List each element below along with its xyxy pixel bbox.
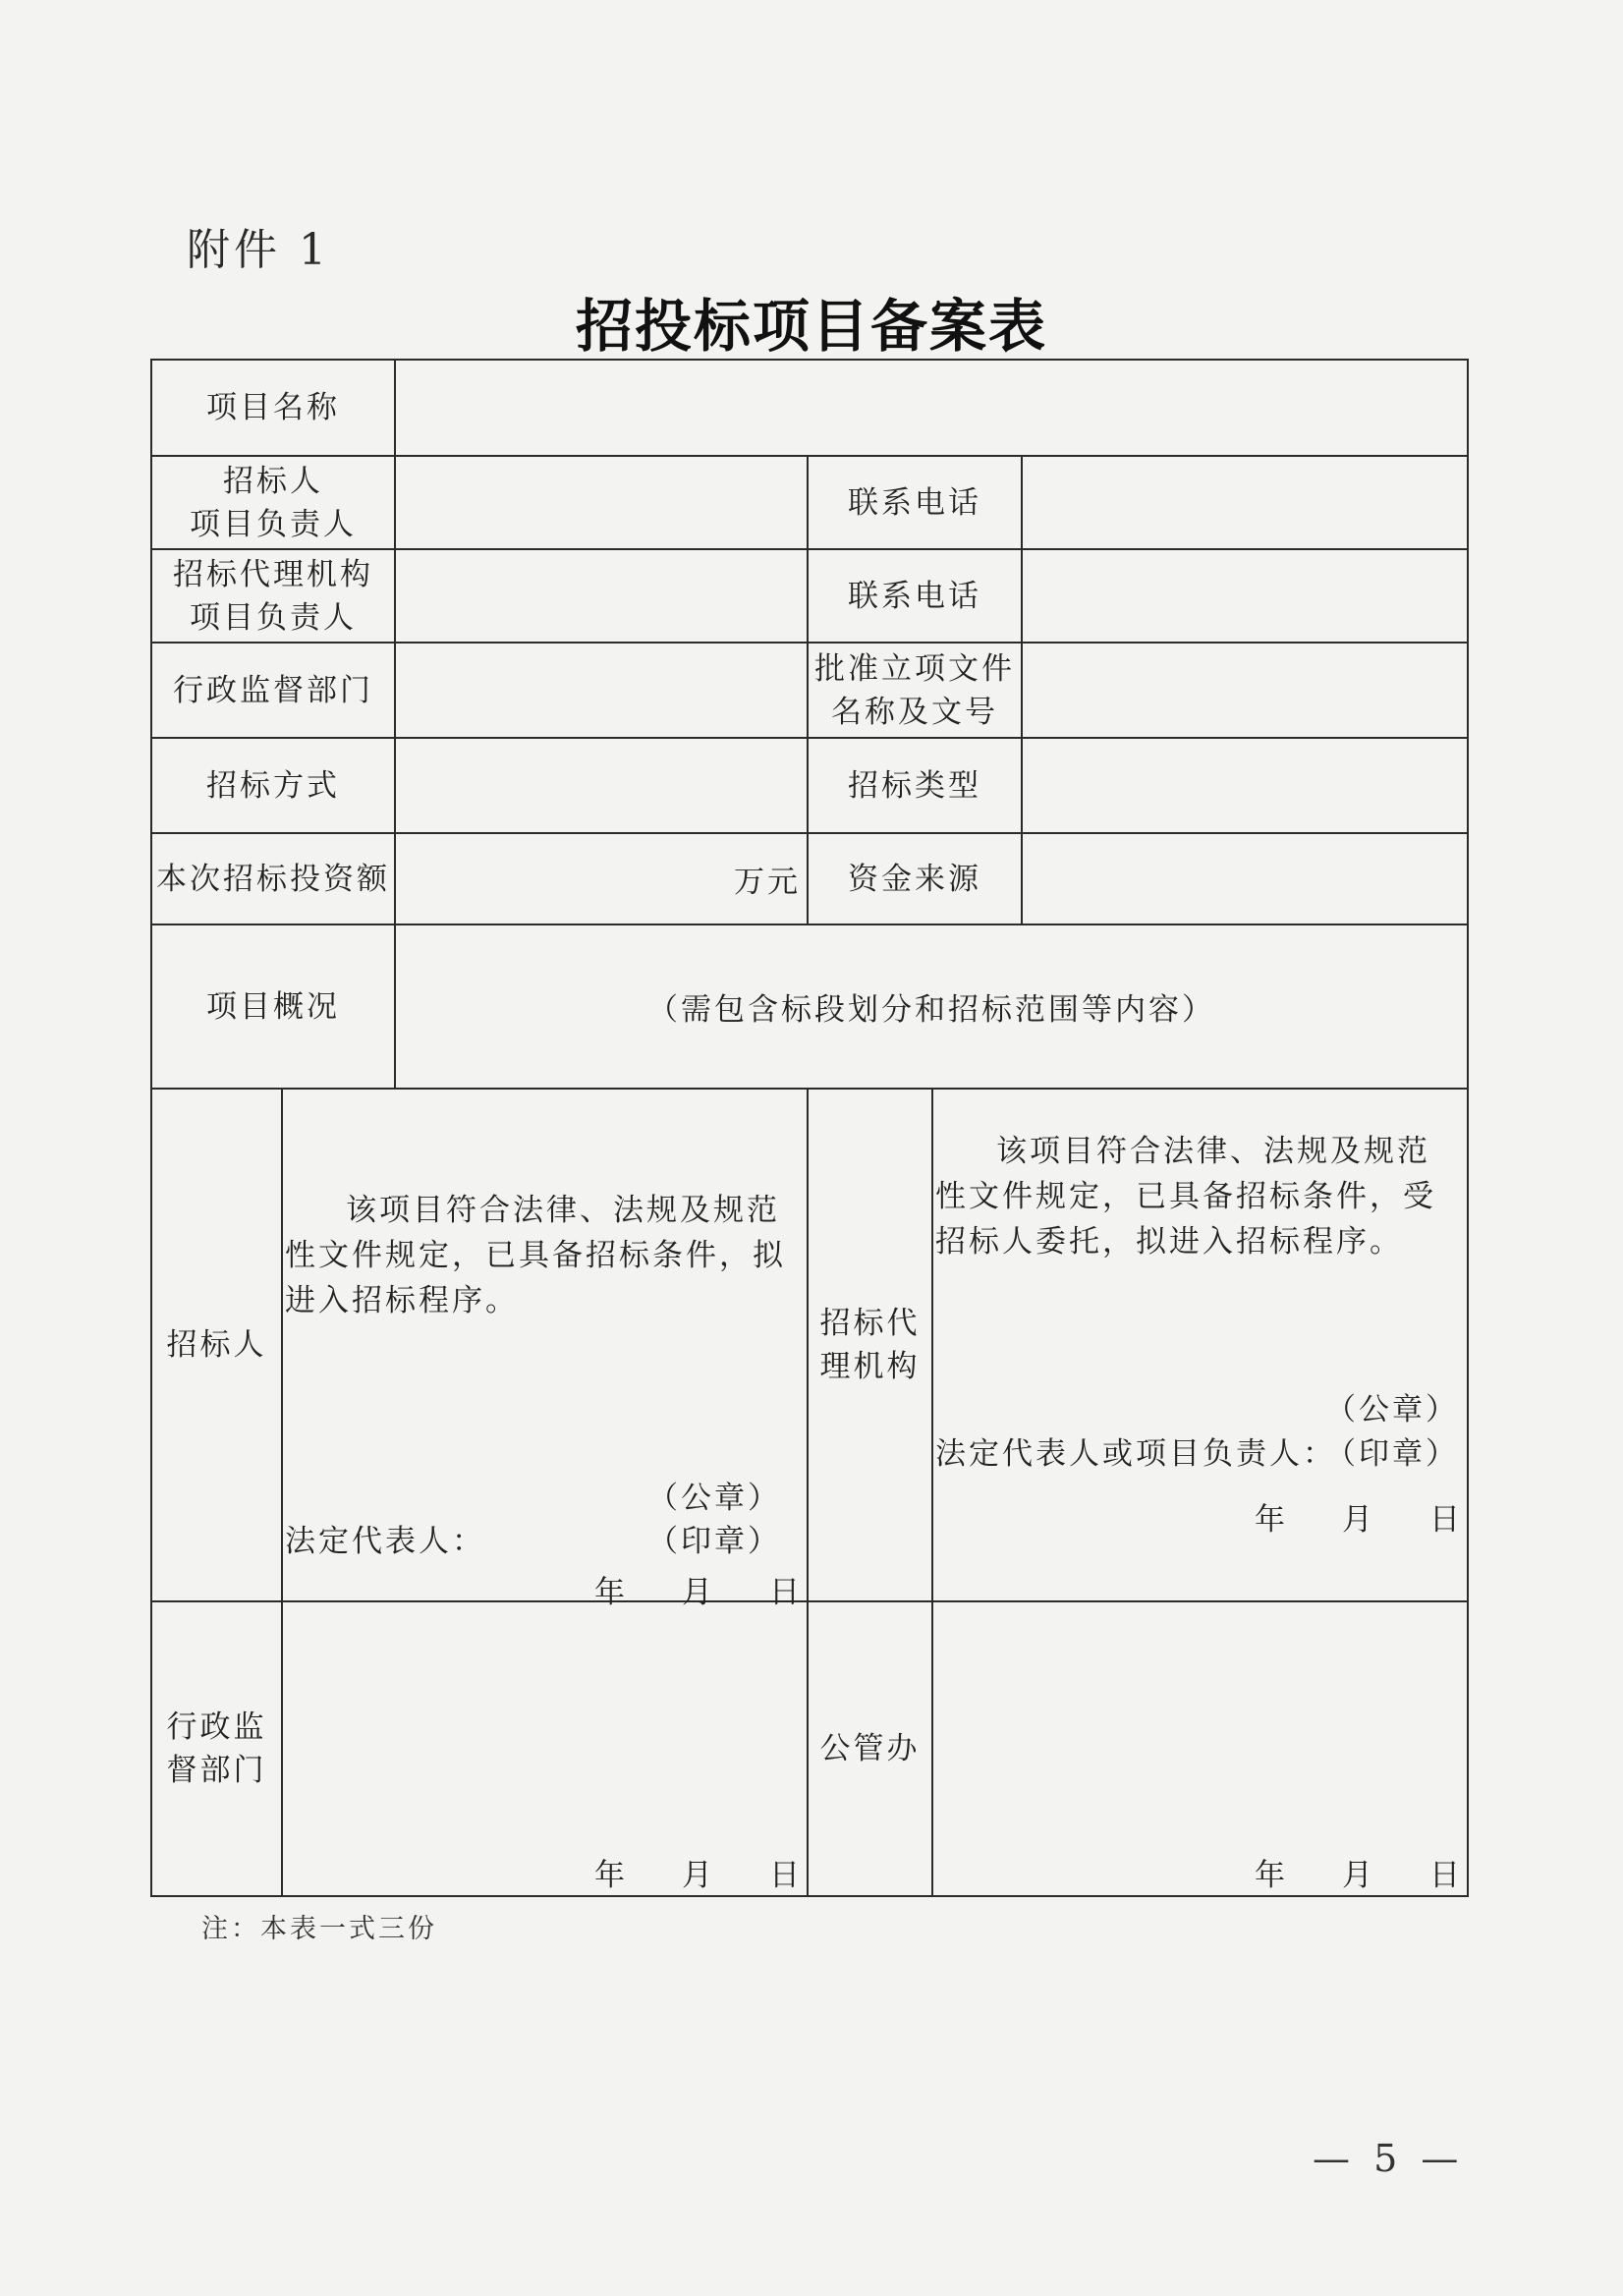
approval-doc-label: 批准立项文件 名称及文号 — [808, 643, 1022, 738]
fund-source-label: 资金来源 — [808, 833, 1022, 924]
attachment-label: 附件 1 — [187, 225, 330, 275]
agency-rep-label: 法定代表人或项目负责人： — [935, 1436, 1336, 1472]
tenderer-head-label: 招标人 项目负责人 — [151, 456, 395, 549]
supervision-sign-area[interactable] — [282, 1601, 808, 1896]
fund-source-field[interactable] — [1022, 833, 1468, 924]
overview-hint: （需包含标段划分和招标范围等内容） — [647, 992, 1215, 1028]
agency-seal: （公章） — [1325, 1392, 1459, 1428]
agency-sign-area[interactable] — [932, 1089, 1468, 1601]
filing-form-table — [150, 359, 1469, 1897]
overview-field[interactable] — [395, 924, 1468, 1089]
office-label: 公管办 — [808, 1601, 932, 1896]
investment-field[interactable] — [395, 833, 808, 924]
agency-statement: 该项目符合法律、法规及规范性文件规定，已具备招标条件，受招标人委托，拟进入招标程序。 — [935, 1134, 1436, 1260]
unit-label: 万元 — [734, 865, 801, 900]
tenderer-phone-field[interactable] — [1022, 456, 1468, 549]
tenderer-head-field[interactable] — [395, 456, 808, 549]
page-number: — 5 — — [1313, 2137, 1465, 2180]
tenderer-sign-area[interactable] — [282, 1089, 808, 1610]
office-date: 年 月 日 — [1255, 1858, 1463, 1893]
supervision-sign-label: 行政监 督部门 — [151, 1601, 282, 1896]
overview-label: 项目概况 — [151, 924, 395, 1089]
supervision-date: 年 月 日 — [594, 1858, 803, 1893]
form-title: 招投标项目备案表 — [575, 293, 1047, 360]
agency-stamp: （印章） — [1325, 1436, 1459, 1472]
agency-phone-field[interactable] — [1022, 549, 1468, 643]
type-field[interactable] — [1022, 738, 1468, 833]
agency-head-label: 招标代理机构 项目负责人 — [151, 549, 395, 643]
method-field[interactable] — [395, 738, 808, 833]
tenderer-date: 年 月 日 — [594, 1575, 803, 1610]
phone-label: 联系电话 — [808, 456, 1022, 549]
approval-doc-field[interactable] — [1022, 643, 1468, 738]
tenderer-rep-label: 法定代表人： — [285, 1524, 485, 1559]
project-name-field[interactable] — [395, 360, 1468, 456]
tenderer-seal: （公章） — [647, 1481, 781, 1516]
method-label: 招标方式 — [151, 738, 395, 833]
tenderer-statement: 该项目符合法律、法规及规范性文件规定，已具备招标条件，拟进入招标程序。 — [285, 1193, 786, 1318]
type-label: 招标类型 — [808, 738, 1022, 833]
project-name-label: 项目名称 — [151, 360, 395, 456]
phone-label-2: 联系电话 — [808, 549, 1022, 643]
agency-sign-label: 招标代 理机构 — [808, 1089, 932, 1601]
tenderer-sign-label: 招标人 — [151, 1089, 282, 1601]
footnote: 注：本表一式三份 — [201, 1914, 437, 1944]
agency-head-field[interactable] — [395, 549, 808, 643]
agency-date: 年 月 日 — [1255, 1502, 1463, 1538]
supervision-dept-field[interactable] — [395, 643, 808, 738]
office-sign-area[interactable] — [932, 1601, 1468, 1896]
supervision-dept-label: 行政监督部门 — [151, 643, 395, 738]
tenderer-stamp: （印章） — [647, 1524, 781, 1559]
investment-label: 本次招标投资额 — [151, 833, 395, 924]
